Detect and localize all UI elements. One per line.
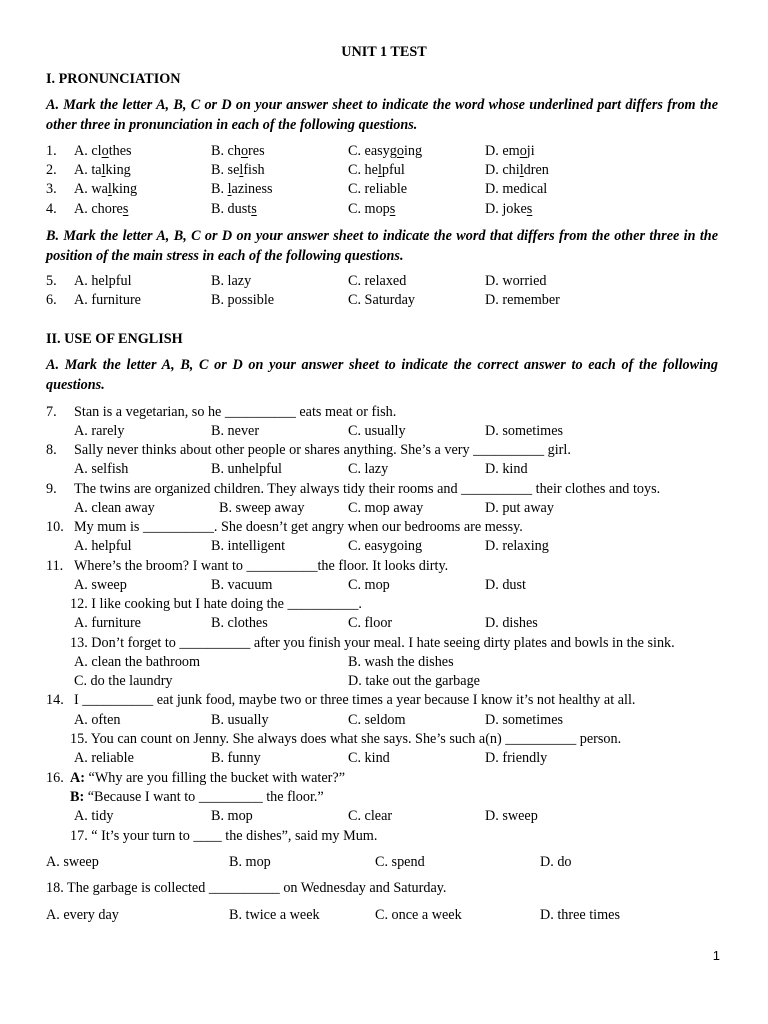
option-c: C. floor [348, 615, 393, 631]
question-stem: Sally never thinks about other people or shares anything. She’s a very __________ girl. [74, 442, 571, 458]
option-a: A. furniture [74, 615, 141, 631]
underlined-part: l [107, 181, 112, 197]
option-d: D. dust [485, 577, 526, 593]
option-c: C. once a week [375, 907, 462, 923]
option-a: A. helpful [74, 538, 132, 554]
option-a: A. furniture [74, 292, 141, 308]
underlined-part: l [239, 162, 244, 178]
option-c [348, 162, 405, 179]
option-c: C. mop [348, 577, 390, 593]
question-number: 11. [46, 558, 64, 574]
question-number: 6. [46, 292, 57, 308]
option-text-before: C. reliable [348, 181, 408, 197]
option-a: A. helpful [74, 273, 132, 289]
option-d: D. three times [540, 907, 620, 923]
option-d: D. take out the garbage [348, 673, 480, 689]
option-text-before: B. [211, 181, 228, 197]
option-d [485, 181, 547, 198]
question-number: 14. [46, 692, 64, 708]
option-a [74, 143, 132, 160]
option-text-before: A. chore [74, 201, 123, 217]
option-b: B. clothes [211, 615, 268, 631]
option-text-after: ing [403, 143, 423, 159]
question-stem: Stan is a vegetarian, so he __________ eats meat or fish. [74, 404, 397, 420]
option-text-after: fish [243, 162, 265, 178]
option-b: B. funny [211, 750, 261, 766]
question-number: 16. [46, 770, 64, 786]
question-stem: 13. Don’t forget to __________ after you finish your meal. I hate seeing dirty plates and bowls in the sink. [70, 635, 675, 651]
page-number: 1 [712, 948, 720, 963]
underlined-part: l [101, 162, 106, 178]
option-text-before: C. easyg [348, 143, 397, 159]
speaker-a-line: “Why are you filling the bucket with water?” [84, 770, 345, 786]
option-b: B. usually [211, 712, 269, 728]
underlined-part: o [240, 143, 249, 159]
option-b: B. vacuum [211, 577, 273, 593]
underlined-part: s [251, 201, 257, 217]
speaker-b-line: “Because I want to _________ the floor.” [84, 789, 324, 805]
option-d: D. put away [485, 500, 554, 516]
option-c: C. lazy [348, 461, 389, 477]
option-text-after: king [105, 162, 131, 178]
option-b [211, 201, 257, 218]
question-stem: My mum is __________. She doesn’t get angry when our bedrooms are messy. [74, 519, 523, 535]
instruction-b-stress: B. Mark the letter A, B, C or D on your answer sheet to indicate the word that differs from the other three in the position of the main stress in each of the following questions. [46, 228, 718, 264]
option-text-before: C. he [348, 162, 378, 178]
option-text-after: thes [108, 143, 132, 159]
option-b: B. mop [211, 808, 253, 824]
option-d: D. friendly [485, 750, 548, 766]
question-number: 3. [46, 181, 57, 197]
option-c: C. Saturday [348, 292, 415, 308]
question-number: 1. [46, 143, 57, 159]
option-text-before: A. ta [74, 162, 102, 178]
question-number: 4. [46, 201, 57, 217]
underlined-part: l [519, 162, 524, 178]
option-d: D. do [540, 854, 572, 870]
option-b [211, 181, 273, 198]
underlined-part: s [526, 201, 533, 217]
option-a [74, 181, 137, 198]
option-c [348, 143, 422, 160]
option-c [348, 201, 395, 218]
option-text-before: D. joke [485, 201, 527, 217]
option-text-after: aziness [231, 181, 273, 197]
page-title: UNIT 1 TEST [341, 44, 427, 60]
option-a: A. selfish [74, 461, 129, 477]
option-b [211, 162, 265, 179]
option-text-before: D. em [485, 143, 520, 159]
option-text-before: C. mop [348, 201, 390, 217]
option-d: D. remember [485, 292, 560, 308]
option-a: A. often [74, 712, 121, 728]
option-d: D. sweep [485, 808, 538, 824]
option-text-after: res [248, 143, 265, 159]
option-d [485, 201, 532, 218]
section-heading-pronunciation: I. PRONUNCIATION [46, 71, 181, 87]
option-b: B. unhelpful [211, 461, 282, 477]
speaker-b-label: B: [70, 789, 85, 805]
option-text-after: dren [523, 162, 549, 178]
underlined-part: o [101, 143, 109, 159]
option-c [348, 181, 407, 198]
option-text-before: B. se [211, 162, 240, 178]
option-a: A. tidy [74, 808, 114, 824]
question-stem: I __________ eat junk food, maybe two or three times a year because I know it’s not healthy at all. [74, 692, 636, 708]
option-c: C. mop away [348, 500, 424, 516]
option-c: C. clear [348, 808, 393, 824]
option-c: C. usually [348, 423, 406, 439]
option-text-before: D. medical [485, 181, 548, 197]
option-d: D. relaxing [485, 538, 549, 554]
question-stem: 12. I like cooking but I hate doing the __________. [70, 596, 362, 612]
underlined-part: l [377, 162, 382, 178]
option-text-after: king [111, 181, 138, 197]
option-text-before: B. dust [211, 201, 252, 217]
option-d: D. sometimes [485, 423, 564, 439]
instruction-a-pronunciation: A. Mark the letter A, B, C or D on your answer sheet to indicate the word whose underlined part differs from the other three in pronunciation in each of the following questions. [46, 97, 718, 133]
option-a: A. reliable [74, 750, 134, 766]
option-b: B. possible [211, 292, 275, 308]
underlined-part: o [519, 143, 527, 159]
section-heading-use-of-english: II. USE OF ENGLISH [46, 331, 183, 347]
option-a [74, 201, 128, 218]
option-d [485, 143, 535, 160]
option-b: B. wash the dishes [348, 654, 454, 670]
question-number: 5. [46, 273, 57, 289]
option-b [211, 143, 265, 160]
speaker-a-label: A: [70, 770, 85, 786]
option-a: A. sweep [46, 854, 99, 870]
option-c: C. relaxed [348, 273, 407, 289]
option-b: B. mop [229, 854, 271, 870]
option-b: B. intelligent [211, 538, 286, 554]
option-b: B. twice a week [229, 907, 320, 923]
instruction-a-use-of-english: A. Mark the letter A, B, C or D on your answer sheet to indicate the correct answer to each of the following questions. [46, 357, 718, 393]
underlined-part: o [396, 143, 404, 159]
option-text-before: A. cl [74, 143, 102, 159]
option-d: D. worried [485, 273, 547, 289]
option-c: C. seldom [348, 712, 406, 728]
option-a: A. sweep [74, 577, 127, 593]
question-stem: Where’s the broom? I want to __________the floor. It looks dirty. [74, 558, 449, 574]
question-number: 2. [46, 162, 57, 178]
option-text-before: A. wa [74, 181, 108, 197]
option-d: D. kind [485, 461, 528, 477]
option-text-after: pful [381, 162, 405, 178]
option-c: C. easygoing [348, 538, 423, 554]
option-text-before: D. chi [485, 162, 520, 178]
option-d [485, 162, 549, 179]
option-b: B. never [211, 423, 260, 439]
option-text-after: ji [526, 143, 535, 159]
question-stem [70, 770, 345, 787]
question-number: 9. [46, 481, 57, 497]
option-d: D. sometimes [485, 712, 564, 728]
option-b: B. sweep away [219, 500, 305, 516]
option-c: C. do the laundry [74, 673, 173, 689]
option-b: B. lazy [211, 273, 252, 289]
option-text-before: B. ch [211, 143, 241, 159]
question-number: 8. [46, 442, 57, 458]
option-a [74, 162, 131, 179]
option-a: A. clean the bathroom [74, 654, 201, 670]
question-number: 7. [46, 404, 57, 420]
option-a: A. rarely [74, 423, 125, 439]
option-c: C. kind [348, 750, 390, 766]
option-a: A. every day [46, 907, 119, 923]
option-c: C. spend [375, 854, 425, 870]
underlined-part: s [389, 201, 396, 217]
question-stem: 18. The garbage is collected __________ on Wednesday and Saturday. [46, 880, 447, 896]
question-stem: 17. “ It’s your turn to ____ the dishes”, said my Mum. [70, 828, 378, 844]
question-number: 10. [46, 519, 64, 535]
underlined-part: s [122, 201, 129, 217]
option-d: D. dishes [485, 615, 538, 631]
question-stem: The twins are organized children. They always tidy their rooms and __________ their clothes and toys. [74, 481, 661, 497]
option-a: A. clean away [74, 500, 155, 516]
question-stem [70, 789, 324, 806]
question-stem: 15. You can count on Jenny. She always does what she says. She’s such a(n) __________ person. [70, 731, 622, 747]
underlined-part: l [227, 181, 232, 197]
